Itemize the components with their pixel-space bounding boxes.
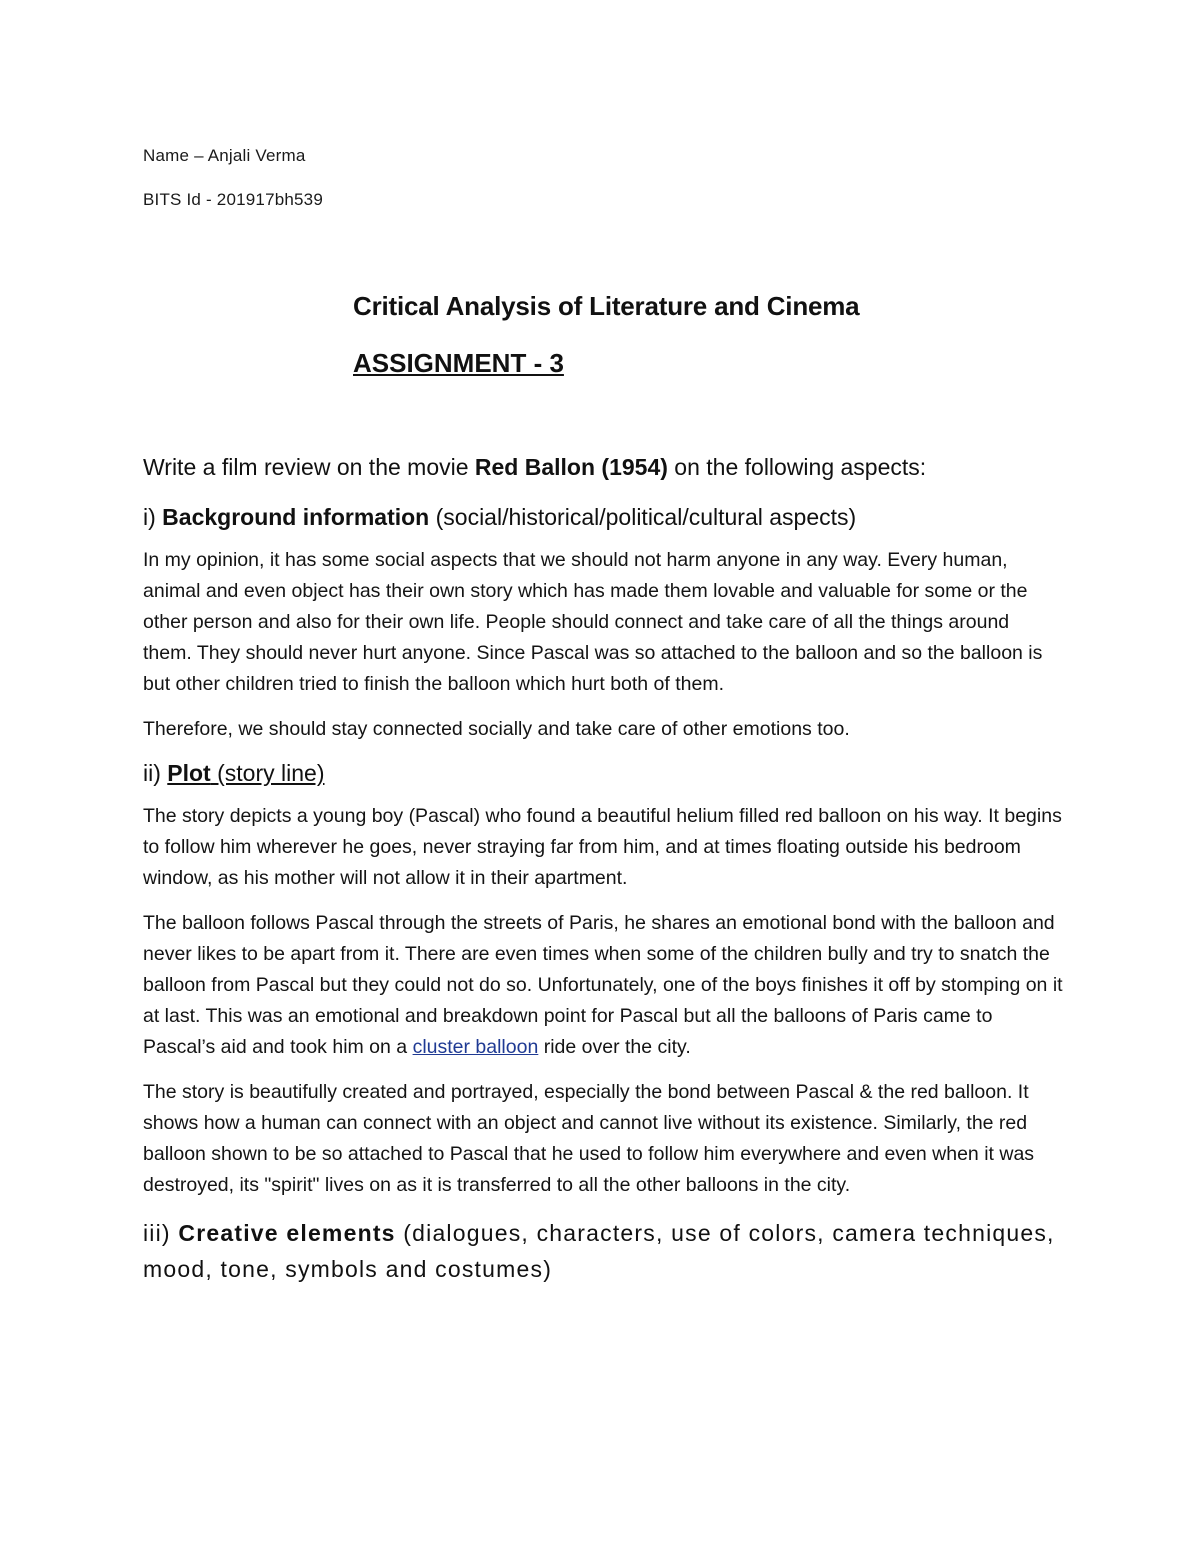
section-label: Plot (167, 760, 211, 786)
section-heading-background (143, 501, 1063, 533)
background-paragraph: In my opinion, it has some social aspects that we should not harm anyone in any way. Every human, animal and even object has their own story which has made them lovable and valuable for some or the other person and also for their own life. People should connect and take care of all the things around them. They should never hurt anyone. Since Pascal was so attached to the balloon and so the balloon is but other children tried to finish the balloon which hurt both of them. (143, 549, 1043, 695)
background-paragraph: Therefore, we should stay connected socially and take care of other emotions too. (143, 718, 850, 740)
section-detail: (story line) (210, 760, 325, 786)
student-bits-id: BITS Id - 201917bh539 (143, 190, 323, 209)
document-body (143, 451, 1063, 1299)
prompt-movie-title: Red Ballon (1954) (474, 454, 668, 480)
section-number: ii) (143, 760, 168, 786)
plot-paragraph (143, 908, 1063, 1063)
section-number: iii) (143, 1220, 179, 1246)
plot-paragraph: The story depicts a young boy (Pascal) who found a beautiful helium filled red balloon on his way. It begins to follow him wherever he goes, never straying far from him, and at times floating outside his bedroom window, as his mother will not allow it in their apartment. (143, 805, 1062, 889)
course-title: Critical Analysis of Literature and Cinema (353, 291, 860, 321)
section-heading-creative (143, 1215, 1063, 1287)
cluster-balloon-link[interactable]: cluster balloon (412, 1036, 539, 1058)
section-detail: (social/historical/political/cultural aspects) (429, 504, 857, 530)
plot-text-before-link: The balloon follows Pascal through the streets of Paris, he shares an emotional bond with the balloon and never likes to be apart from it. There are even times when some of the children bully and try to snatch the balloon from Pascal but they could not do so. Unfortunately, one of the boys finishes it off by stomping on it at last. This was an emotional and breakdown point for Pascal but all the balloons of Paris came to Pascal’s aid and took him on a (143, 912, 1063, 1058)
plot-text-after-link: ride over the city. (538, 1036, 691, 1058)
student-name: Name – Anjali Verma (143, 146, 306, 165)
section-label: Creative elements (178, 1220, 396, 1246)
prompt-text-before: Write a film review on the movie (143, 454, 475, 480)
assignment-prompt (143, 451, 1063, 483)
section-detail: (dialogues, characters, use of colors, camera techniques, mood, tone, symbols and costumes) (143, 1220, 1055, 1282)
plot-paragraph: The story is beautifully created and portrayed, especially the bond between Pascal & the red balloon. It shows how a human can connect with an object and cannot live without its existence. Similarly, the red balloon shown to be so attached to Pascal that he used to follow him everywhere and even when it was destroyed, its "spirit" lives on as it is transferred to all the other balloons in the city. (143, 1081, 1035, 1196)
assignment-title: ASSIGNMENT - 3 (353, 348, 564, 378)
section-label: Background information (162, 504, 430, 530)
prompt-text-after: on the following aspects: (667, 454, 927, 480)
section-heading-plot (143, 757, 1063, 789)
section-number: i) (143, 504, 163, 530)
